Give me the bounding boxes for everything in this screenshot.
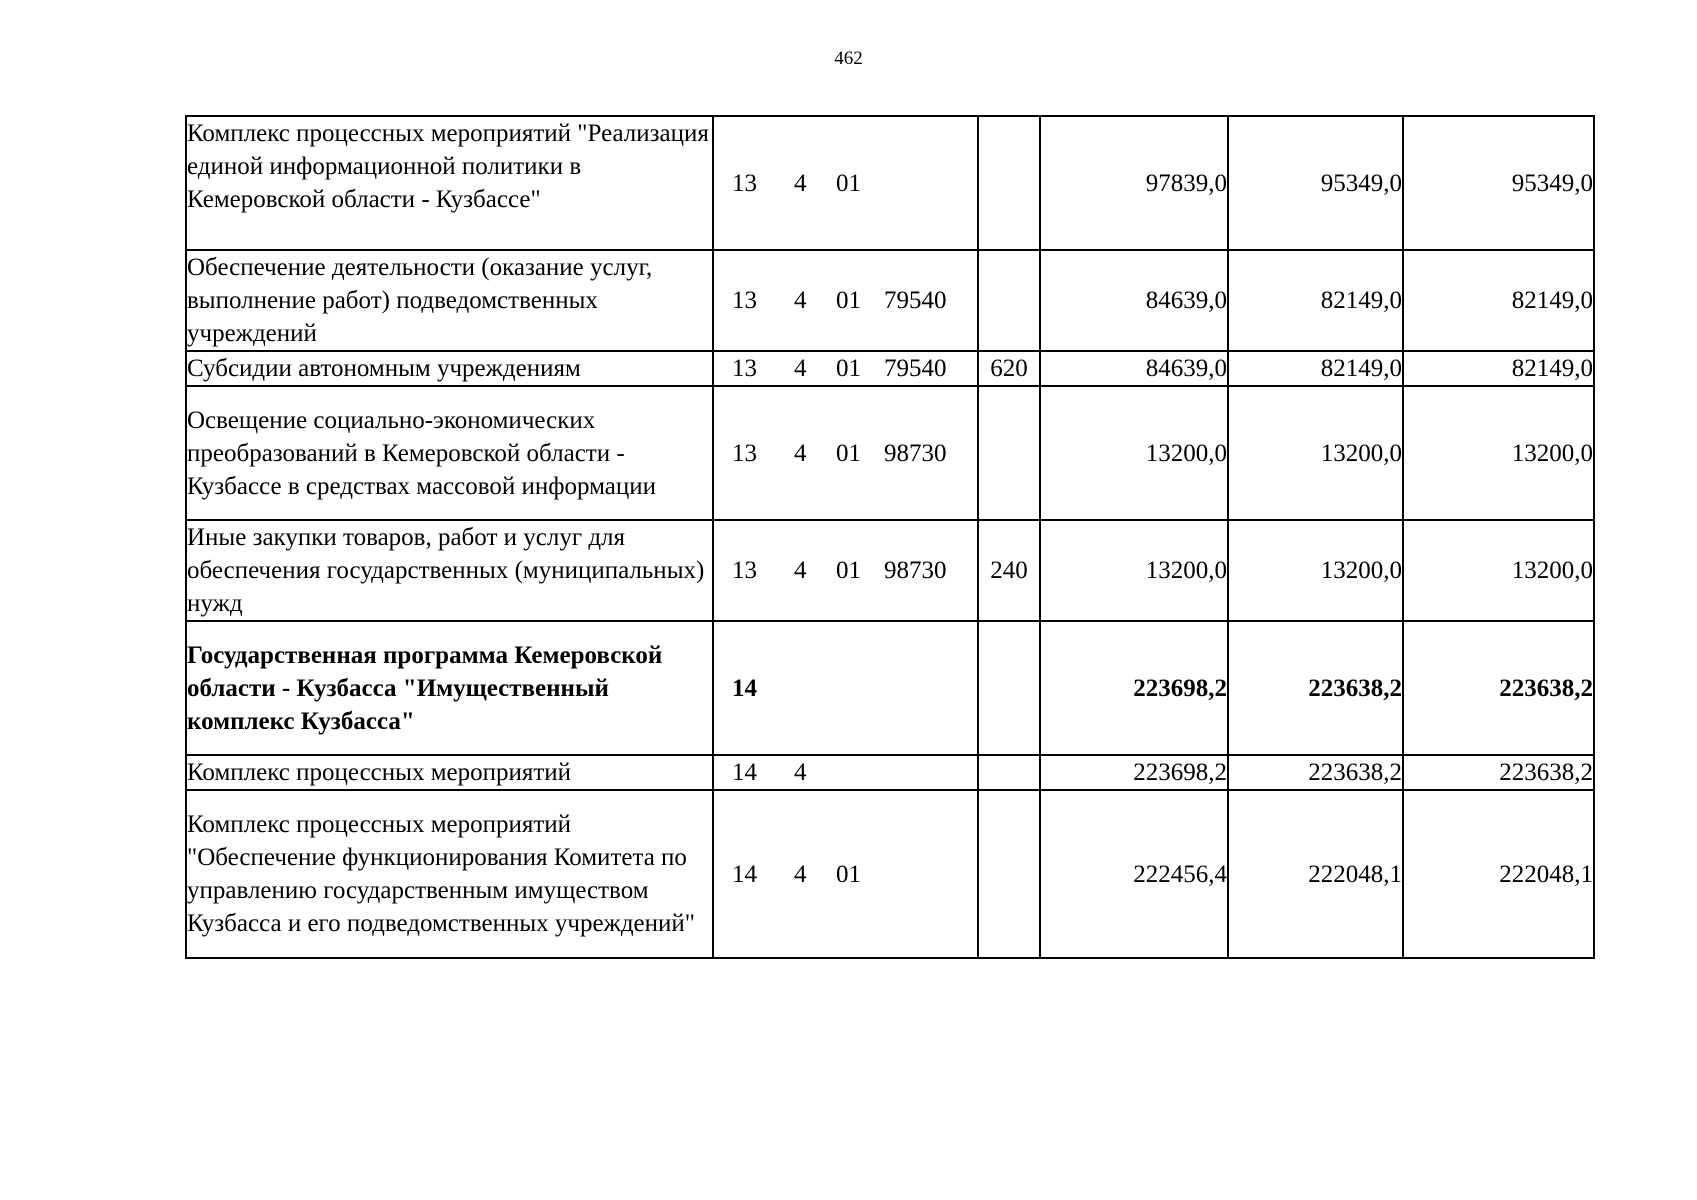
subprogram-code: 4 bbox=[794, 169, 807, 197]
subprogram-code: 4 bbox=[794, 759, 807, 786]
expense-type-code bbox=[978, 621, 1040, 755]
amount-year-1: 223698,2 bbox=[1040, 621, 1228, 755]
amount-year-2: 13200,0 bbox=[1228, 520, 1403, 621]
amount-year-3: 82149,0 bbox=[1403, 351, 1594, 386]
gp-code: 13 bbox=[732, 557, 757, 584]
gp-code: 13 bbox=[732, 169, 757, 197]
amount-year-3: 223638,2 bbox=[1403, 621, 1594, 755]
subprogram-code: 4 bbox=[794, 287, 807, 314]
direction-code: 01 bbox=[836, 287, 861, 314]
row-codes bbox=[713, 790, 978, 958]
gp-code: 14 bbox=[732, 759, 757, 786]
amount-year-3: 13200,0 bbox=[1403, 386, 1594, 520]
expense-type-code bbox=[978, 755, 1040, 790]
direction-code: 01 bbox=[836, 860, 861, 888]
row-codes bbox=[713, 116, 978, 250]
row-codes bbox=[713, 250, 978, 351]
expense-code: 79540 bbox=[884, 355, 947, 382]
row-codes bbox=[713, 755, 978, 790]
amount-year-2: 13200,0 bbox=[1228, 386, 1403, 520]
table-row bbox=[186, 386, 1594, 520]
expense-code: 98730 bbox=[884, 557, 947, 584]
row-codes bbox=[713, 386, 978, 520]
amount-year-2: 82149,0 bbox=[1228, 351, 1403, 386]
direction-code: 01 bbox=[836, 439, 861, 467]
amount-year-2: 82149,0 bbox=[1228, 250, 1403, 351]
row-name: Комплекс процессных мероприятий "Реализация единой информационной политики в Кемеровской области - Кузбассе" bbox=[186, 116, 713, 250]
amount-year-2: 222048,1 bbox=[1228, 790, 1403, 958]
subprogram-code: 4 bbox=[794, 557, 807, 584]
table-row bbox=[186, 351, 1594, 386]
table-row bbox=[186, 790, 1594, 958]
budget-table bbox=[185, 115, 1595, 959]
amount-year-3: 82149,0 bbox=[1403, 250, 1594, 351]
row-name: Комплекс процессных мероприятий bbox=[186, 755, 713, 790]
row-name: Комплекс процессных мероприятий "Обеспечение функционирования Комитета по управлению государственным имуществом Кузбасса и его подведомственных учреждений" bbox=[186, 790, 713, 958]
row-name: Освещение социально-экономических преобразований в Кемеровской области - Кузбассе в средствах массовой информации bbox=[186, 386, 713, 520]
amount-year-2: 223638,2 bbox=[1228, 621, 1403, 755]
expense-type-code: 240 bbox=[978, 520, 1040, 621]
subprogram-code: 4 bbox=[794, 355, 807, 382]
amount-year-3: 95349,0 bbox=[1403, 116, 1594, 250]
amount-year-1: 13200,0 bbox=[1040, 520, 1228, 621]
gp-code: 13 bbox=[732, 355, 757, 382]
amount-year-1: 13200,0 bbox=[1040, 386, 1228, 520]
subprogram-code: 4 bbox=[794, 860, 807, 888]
page-number: 462 bbox=[834, 48, 863, 69]
amount-year-3: 222048,1 bbox=[1403, 790, 1594, 958]
amount-year-3: 223638,2 bbox=[1403, 755, 1594, 790]
amount-year-1: 84639,0 bbox=[1040, 351, 1228, 386]
amount-year-3: 13200,0 bbox=[1403, 520, 1594, 621]
row-codes bbox=[713, 351, 978, 386]
subprogram-code: 4 bbox=[794, 439, 807, 467]
direction-code: 01 bbox=[836, 355, 861, 382]
amount-year-1: 223698,2 bbox=[1040, 755, 1228, 790]
table-row-program bbox=[186, 621, 1594, 755]
direction-code: 01 bbox=[836, 557, 861, 584]
row-codes bbox=[713, 520, 978, 621]
amount-year-1: 222456,4 bbox=[1040, 790, 1228, 958]
amount-year-2: 95349,0 bbox=[1228, 116, 1403, 250]
table-row bbox=[186, 520, 1594, 621]
table-row bbox=[186, 250, 1594, 351]
gp-code: 13 bbox=[732, 287, 757, 314]
expense-type-code bbox=[978, 386, 1040, 520]
table-row bbox=[186, 755, 1594, 790]
direction-code: 01 bbox=[836, 169, 861, 197]
gp-code: 14 bbox=[732, 674, 757, 702]
row-name: Субсидии автономным учреждениям bbox=[186, 351, 713, 386]
expense-code: 79540 bbox=[884, 287, 947, 314]
expense-type-code bbox=[978, 790, 1040, 958]
row-name: Иные закупки товаров, работ и услуг для обеспечения государственных (муниципальных) нужд bbox=[186, 520, 713, 621]
expense-type-code bbox=[978, 250, 1040, 351]
row-name: Государственная программа Кемеровской области - Кузбасса "Имущественный комплекс Кузбасса" bbox=[186, 621, 713, 755]
expense-code: 98730 bbox=[884, 439, 947, 467]
expense-type-code bbox=[978, 116, 1040, 250]
amount-year-2: 223638,2 bbox=[1228, 755, 1403, 790]
expense-type-code: 620 bbox=[978, 351, 1040, 386]
row-name: Обеспечение деятельности (оказание услуг, выполнение работ) подведомственных учреждений bbox=[186, 250, 713, 351]
row-codes bbox=[713, 621, 978, 755]
gp-code: 13 bbox=[732, 439, 757, 467]
gp-code: 14 bbox=[732, 860, 757, 888]
table-row bbox=[186, 116, 1594, 250]
amount-year-1: 84639,0 bbox=[1040, 250, 1228, 351]
amount-year-1: 97839,0 bbox=[1040, 116, 1228, 250]
